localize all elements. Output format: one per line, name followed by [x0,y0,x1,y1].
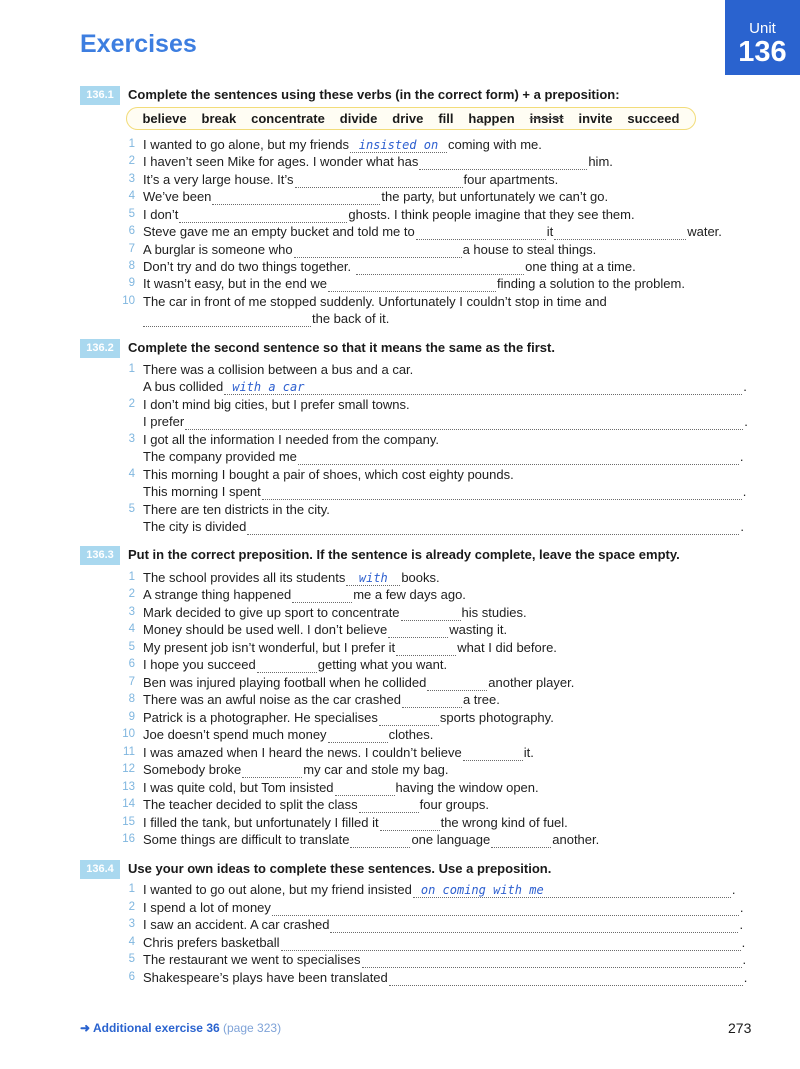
sentence-end: water. [687,224,722,239]
answer-blank[interactable] [388,625,448,638]
sentence-start: We’ve been [143,189,212,204]
full-stop: . [739,449,744,464]
exercise-badge-136-2: 136.2 [80,339,120,358]
list-item [143,899,744,916]
answer-blank[interactable] [330,920,738,933]
item-number: 13 [122,781,135,793]
list-item [143,448,744,465]
original-sentence: There are ten districts in the city. [143,502,330,517]
exercise-instruction-136-2: Complete the second sentence so that it means the same as the first. [128,340,555,355]
sentence-start: This morning I spent [143,484,261,499]
sentence-start: The company provided me [143,449,297,464]
full-stop: . [731,882,736,897]
sentence-end: having the window open. [395,780,539,795]
list-item [143,188,608,205]
answer-blank[interactable] [416,227,546,240]
link-text: ➜ Additional exercise 36 [80,1021,220,1035]
sentence-end: four apartments. [463,172,559,187]
item-number: 2 [128,155,135,167]
list-item [143,241,596,258]
answer-blank[interactable] [379,713,439,726]
sentence-start: I saw an accident. A car crashed [143,917,330,932]
sentence-start: I don’t [143,207,179,222]
full-stop: . [739,917,744,932]
sentence-start: A burglar is someone who [143,242,293,257]
handwritten-answer: with a car [232,380,305,394]
answer-blank[interactable] [346,573,400,586]
answer-blank[interactable] [427,678,487,691]
answer-blank[interactable] [185,417,743,430]
handwritten-answer: on coming with me [420,883,544,897]
item-number: 9 [128,711,135,723]
answer-blank[interactable] [463,748,523,761]
list-item [143,275,685,292]
item-number: 8 [128,260,135,272]
full-stop: . [741,935,746,950]
list-item [143,136,542,153]
sentence-middle: it [546,224,554,239]
verb-invite: invite [578,111,613,126]
list-item [143,293,607,310]
item-number: 6 [128,658,135,670]
sentence-start: I prefer [143,414,185,429]
list-item [143,153,613,170]
list-item [143,831,599,848]
list-item [143,881,735,898]
sentence-start: The teacher decided to split the class [143,797,358,812]
full-stop: . [742,952,747,967]
sentence-end: four groups. [419,797,489,812]
verb-drive: drive [392,111,424,126]
item-number: 5 [128,503,135,515]
answer-blank[interactable] [328,279,496,292]
item-number: 6 [128,971,135,983]
item-number: 1 [128,571,135,583]
verb-fill: fill [438,111,454,126]
answer-blank[interactable] [292,590,352,603]
sentence-start: The car in front of me stopped suddenly. Unfortunately I couldn’t stop in time and [143,294,607,309]
list-item [143,691,500,708]
sentence-middle: one language [411,832,491,847]
item-number: 11 [123,746,135,758]
answer-blank[interactable] [389,973,743,986]
exercise-badge-136-1: 136.1 [80,86,120,105]
sentence-start: It wasn’t easy, but in the end we [143,276,328,291]
sentence-start: My present job isn’t wonderful, but I prefer it [143,640,396,655]
sentence-start: I wanted to go out alone, but my friend insisted [143,882,412,897]
sentence-end: the party, but unfortunately we can’t go. [381,189,609,204]
sentence-end: me a few days ago. [353,587,466,602]
sentence-start: The city is divided [143,519,247,534]
list-item [143,934,745,951]
list-item [143,621,507,638]
sentence-start: Chris prefers basketball [143,935,280,950]
answer-blank[interactable] [359,800,419,813]
sentence-start: There was an awful noise as the car crashed [143,692,401,707]
list-item [143,171,558,188]
exercise-badge-136-3: 136.3 [80,546,120,565]
answer-blank[interactable] [242,765,302,778]
list-item [143,761,449,778]
answer-blank[interactable] [356,262,524,275]
answer-blank[interactable] [281,938,741,951]
list-item [143,518,744,535]
exercise-badge-136-4: 136.4 [80,860,120,879]
answer-blank[interactable] [401,608,461,621]
verb-divide: divide [339,111,378,126]
list-item [143,586,466,603]
page-number: 273 [728,1020,752,1036]
list-item [143,413,748,430]
item-number: 5 [128,208,135,220]
verb-box [126,107,696,130]
full-stop: . [742,484,747,499]
answer-blank[interactable] [294,245,462,258]
list-item [143,258,636,275]
item-number: 14 [122,798,135,810]
item-number: 5 [128,641,135,653]
item-number: 16 [122,833,135,845]
unit-badge [725,0,800,75]
sentence-end: books. [401,570,440,585]
list-item [143,639,557,656]
sentence-end: my car and stole my bag. [303,762,449,777]
item-number: 3 [128,606,135,618]
sentence-end: his studies. [461,605,527,620]
list-item [143,726,433,743]
answer-blank[interactable] [402,695,462,708]
sentence-end: it. [523,745,534,760]
list-item [143,709,554,726]
list-item [143,779,539,796]
sentence-end: a tree. [462,692,500,707]
sentence-end: clothes. [388,727,434,742]
original-sentence: This morning I bought a pair of shoes, which cost eighty pounds. [143,467,514,482]
sentence-start: A bus collided [143,379,224,394]
answer-blank[interactable] [247,522,739,535]
handwritten-answer: with [358,571,388,585]
sentence-start: Ben was injured playing football when he collided [143,675,427,690]
sentence-start: I hope you succeed [143,657,256,672]
answer-blank[interactable] [396,643,456,656]
sentence-start: I haven’t seen Mike for ages. I wonder what has [143,154,419,169]
item-number: 15 [122,816,135,828]
sentence-start: I spend a lot of money [143,900,271,915]
sentence-start: Steve gave me an empty bucket and told me to [143,224,415,239]
answer-blank[interactable] [272,903,739,916]
sentence-end: another. [552,832,600,847]
sentence-start: Joe doesn’t spend much money [143,727,327,742]
list-item [143,483,746,500]
list-item [143,656,447,673]
answer-blank[interactable] [298,452,739,465]
list-item [143,969,747,986]
answer-blank[interactable] [224,382,742,395]
item-number: 4 [128,936,135,948]
sentence-start: Patrick is a photographer. He specialises [143,710,378,725]
answer-blank[interactable] [295,175,463,188]
list-item [143,796,489,813]
list-item [143,604,527,621]
sentence-start: I was quite cold, but Tom insisted [143,780,334,795]
sentence-start: Don’t try and do two things together. [143,259,352,274]
answer-blank[interactable] [179,210,347,223]
sentence-end: ghosts. I think people imagine that they see them. [348,207,635,222]
sentence-end: the back of it. [312,311,390,326]
sentence-end: wasting it. [449,622,508,637]
sentence-start: I filled the tank, but unfortunately I filled it [143,815,379,830]
answer-blank[interactable] [257,660,317,673]
sentence-start: The school provides all its students [143,570,346,585]
item-number: 7 [128,676,135,688]
item-number: 2 [128,901,135,913]
sentence-end: the wrong kind of fuel. [440,815,568,830]
list-item-continued [143,310,389,327]
answer-blank[interactable] [491,835,551,848]
verb-concentrate: concentrate [251,111,325,126]
answer-blank[interactable] [143,314,311,327]
sentence-end: finding a solution to the problem. [497,276,685,291]
answer-blank[interactable] [362,955,742,968]
item-number: 4 [128,190,135,202]
verb-happen: happen [468,111,515,126]
item-number: 2 [128,588,135,600]
item-number: 1 [128,883,135,895]
sentence-start: Some things are difficult to translate [143,832,350,847]
page-title: Exercises [80,30,197,58]
verb-break: break [201,111,237,126]
answer-blank[interactable] [413,885,731,898]
answer-blank[interactable] [335,783,395,796]
exercise-instruction-136-3: Put in the correct preposition. If the sentence is already complete, leave the space empty. [128,547,680,562]
original-sentence: I don’t mind big cities, but I prefer small towns. [143,397,410,412]
list-item [143,814,568,831]
list-item [143,223,722,240]
item-number: 7 [128,243,135,255]
item-number: 1 [128,138,135,150]
item-number: 10 [122,295,135,307]
answer-blank[interactable] [380,818,440,831]
item-number: 12 [122,763,135,775]
original-sentence: I got all the information I needed from the company. [143,432,440,447]
sentence-end: another player. [488,675,575,690]
sentence-start: The restaurant we went to specialises [143,952,361,967]
item-number: 3 [128,433,135,445]
full-stop: . [739,900,744,915]
full-stop: . [740,519,744,534]
sentence-end: him. [588,154,613,169]
list-item [143,916,743,933]
original-sentence: There was a collision between a bus and a car. [143,362,414,377]
sentence-end: one thing at a time. [525,259,636,274]
full-stop: . [743,379,747,394]
sentence-start: Shakespeare’s plays have been translated [143,970,388,985]
answer-blank[interactable] [554,227,686,240]
answer-blank[interactable] [350,835,410,848]
full-stop: . [743,970,748,985]
exercise-instruction-136-1: Complete the sentences using these verbs (in the correct form) + a preposition: [128,87,620,102]
item-number: 6 [128,225,135,237]
item-number: 1 [128,363,135,375]
answer-blank[interactable] [328,730,388,743]
unit-number: 136 [738,36,787,68]
sentence-start: It’s a very large house. It’s [143,172,294,187]
unit-label: Unit [749,20,776,37]
list-item [143,951,746,968]
item-number: 10 [122,728,135,740]
item-number: 9 [128,277,135,289]
link-page: (page 323) [223,1021,282,1035]
item-number: 8 [128,693,135,705]
item-number: 2 [128,398,135,410]
sentence-start: A strange thing happened [143,587,292,602]
sentence-end: a house to steal things. [462,242,597,257]
list-item [143,744,534,761]
sentence-start: I was amazed when I heard the news. I couldn’t believe [143,745,462,760]
answer-blank[interactable] [350,140,447,153]
sentence-start: Mark decided to give up sport to concentrate [143,605,400,620]
verb-insist: insist [529,111,564,126]
list-item [143,378,747,395]
item-number: 4 [128,468,135,480]
sentence-start: Somebody broke [143,762,242,777]
answer-blank[interactable] [262,487,742,500]
exercise-instruction-136-4: Use your own ideas to complete these sentences. Use a preposition. [128,861,552,876]
sentence-start: Money should be used well. I don’t believe [143,622,388,637]
answer-blank[interactable] [212,192,380,205]
sentence-end: what I did before. [457,640,557,655]
item-number: 3 [128,918,135,930]
list-item [143,569,440,586]
list-item [143,674,574,691]
list-item [143,206,635,223]
sentence-end: sports photography. [439,710,554,725]
item-number: 3 [128,173,135,185]
verb-believe: believe [142,111,187,126]
answer-blank[interactable] [419,157,587,170]
item-number: 4 [128,623,135,635]
sentence-start: I wanted to go alone, but my friends [143,137,349,152]
sentence-end: getting what you want. [317,657,448,672]
item-number: 5 [128,953,135,965]
verb-succeed: succeed [627,111,680,126]
handwritten-answer: insisted on [358,138,439,152]
sentence-end: coming with me. [447,137,542,152]
additional-exercise-link[interactable] [80,1021,281,1035]
full-stop: . [744,414,748,429]
